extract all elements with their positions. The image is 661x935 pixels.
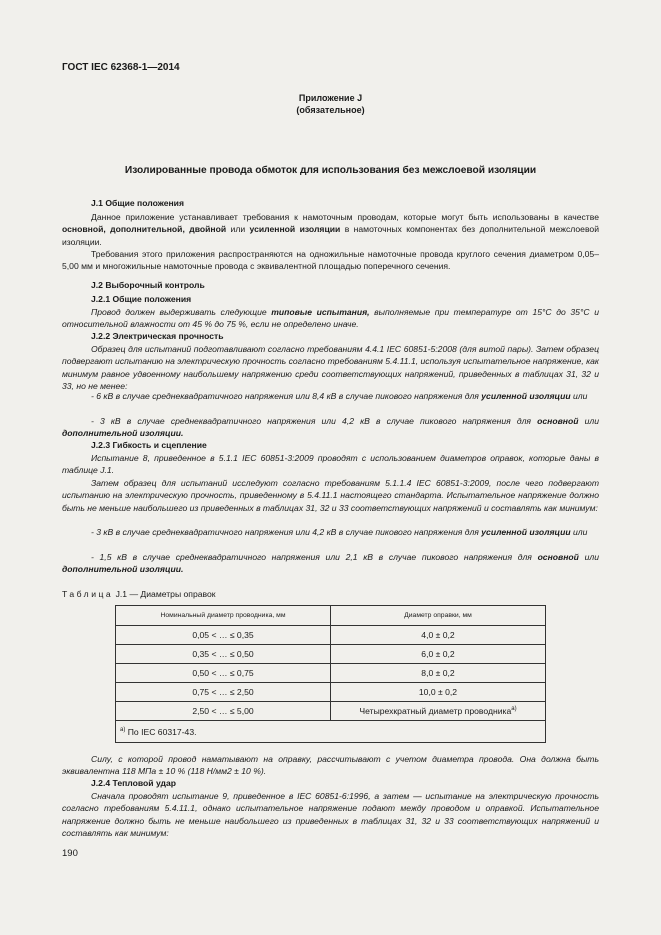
mandrel-diameter-table bbox=[115, 605, 546, 743]
paragraph-j23-1: Испытание 8, приведенное в 5.1.1 IEC 60851-3:2009 проводят с использованием диаметров оправок, которые даны в таблице J.1. bbox=[62, 453, 599, 476]
table-row bbox=[116, 645, 546, 664]
table-footnote: $^{a)}$ По IEC 60317-43. bbox=[116, 721, 546, 743]
table-cell: 2,50 < … ≤ 5,00 bbox=[116, 702, 331, 721]
bullet-j23-2: - 1,5 кВ в случае среднеквадратичного напряжения или 2,1 кВ в случае пикового напряжения для основной или дополнительной изоляции. bbox=[62, 552, 599, 575]
section-heading-j22: J.2.2 Электрическая прочность bbox=[91, 331, 224, 341]
table-row bbox=[116, 683, 546, 702]
paragraph-j1-1: Данное приложение устанавливает требования к намоточным проводам, которые могут быть использованы в качестве основной, дополнительной, двойной или усиленной изоляции в намоточных компонентах без дополнительной межслоевой изоляции. bbox=[62, 212, 599, 247]
document-title: Изолированные провода обмоток для использования без межслоевой изоляции bbox=[124, 165, 537, 176]
table-row bbox=[116, 702, 546, 721]
bullet-j23-1: - 3 кВ в случае среднеквадратичного напряжения или 4,2 кВ в случае пикового напряжения для усиленной изоляции или bbox=[91, 527, 588, 537]
table-caption: Таблица J.1 — Диаметры оправок bbox=[62, 589, 216, 599]
table-row bbox=[116, 664, 546, 683]
table-footnote-row bbox=[116, 721, 546, 743]
paragraph-j1-2: Требования этого приложения распространяются на одножильные намоточные провода круглого сечения диаметром 0,05–5,00 мм и многожильные намоточные провода с эквивалентной площадью поперечного сечения. bbox=[62, 249, 599, 272]
appendix-title: Приложение J bbox=[298, 93, 363, 103]
table-cell: 0,75 < … ≤ 2,50 bbox=[116, 683, 331, 702]
table-row bbox=[116, 626, 546, 645]
table-cell: 0,05 < … ≤ 0,35 bbox=[116, 626, 331, 645]
table-cell: 10,0 ± 0,2 bbox=[331, 683, 546, 702]
footnote-mark: a) bbox=[511, 706, 517, 713]
section-heading-j21: J.2.1 Общие положения bbox=[91, 294, 192, 304]
page-number: 190 bbox=[62, 848, 78, 859]
paragraph-j22: Образец для испытаний подготавливают согласно требованиям 4.4.1 IEC 60851-5:2008 (для витой пары). Затем образец подвергают испытанию на электрическую прочность согласно требованиям 5.4.11.1, используя испытательное напряжение, как минимум равное удвоенному наибольшему напряжению среди соответствующих напряжений, приведенных в таблицах 31, 32 и 33, но не менее: bbox=[62, 344, 599, 392]
table-header-row bbox=[116, 606, 546, 626]
section-heading-j24: J.2.4 Тепловой удар bbox=[91, 778, 177, 788]
bullet-j22-2: - 3 кВ в случае среднеквадратичного напряжения или 4,2 кВ в случае пикового напряжения для основной или дополнительной изоляции. bbox=[62, 416, 600, 439]
table-cell: Четырехкратный диаметр проводника$^{a)}$ bbox=[331, 702, 546, 721]
appendix-subtitle: (обязательное) bbox=[296, 105, 365, 115]
table-cell: 0,50 < … ≤ 0,75 bbox=[116, 664, 331, 683]
bullet-j22-1: - 6 кВ в случае среднеквадратичного напряжения или 8,4 кВ в случае пикового напряжения для усиленной изоляции или bbox=[91, 391, 588, 401]
table-cell: 4,0 ± 0,2 bbox=[331, 626, 546, 645]
document-header: ГОСТ IEC 62368-1—2014 bbox=[62, 62, 180, 73]
paragraph-after-table: Силу, с которой провод наматывают на оправку, рассчитывают с учетом диаметра провода. Она должна быть эквивалентна 118 МПа ± 10 % (118 Н/мм2 ± 10 %). bbox=[62, 754, 599, 777]
table-cell: 0,35 < … ≤ 0,50 bbox=[116, 645, 331, 664]
section-heading-j1: J.1 Общие положения bbox=[91, 198, 184, 208]
paragraph-j21: Провод должен выдерживать следующие типовые испытания, выполняемые при температуре от 15°C до 35°C и относительной влажности от 45 % до 75 %, если не определено иначе. bbox=[62, 307, 600, 330]
paragraph-j23-2: Затем образец для испытаний исследуют согласно требованиям 5.1.1.4 IEC 60851-3:2009, после чего подвергают испытанию на электрическую прочность, приведенному в 5.4.11.1 настоящего стандарта. Испытательное напряжение должно быть не меньше наибольшего из приведенных в таблицах 31, 32 и 33 соответствующих напряжений и составлять как минимум: bbox=[62, 478, 599, 513]
table-cell: 6,0 ± 0,2 bbox=[331, 645, 546, 664]
section-heading-j23: J.2.3 Гибкость и сцепление bbox=[91, 440, 207, 450]
column-header-mandrel: Диаметр оправки, мм bbox=[331, 606, 546, 626]
column-header-conductor: Номинальный диаметр проводника, мм bbox=[116, 606, 331, 626]
table-cell: 8,0 ± 0,2 bbox=[331, 664, 546, 683]
section-heading-j2: J.2 Выборочный контроль bbox=[91, 280, 205, 290]
paragraph-j24: Сначала проводят испытание 9, приведенное в IEC 60851-6:1996, а затем — испытание на электрическую прочность согласно требованиям 5.4.11.1, однако испытательное напряжение подают между проводом и оправкой. Испытательное напряжение должно быть не меньше наибольшего из приведенных в таблицах 31, 32 и 33 соответствующих напряжений и составлять как минимум: bbox=[62, 791, 599, 839]
